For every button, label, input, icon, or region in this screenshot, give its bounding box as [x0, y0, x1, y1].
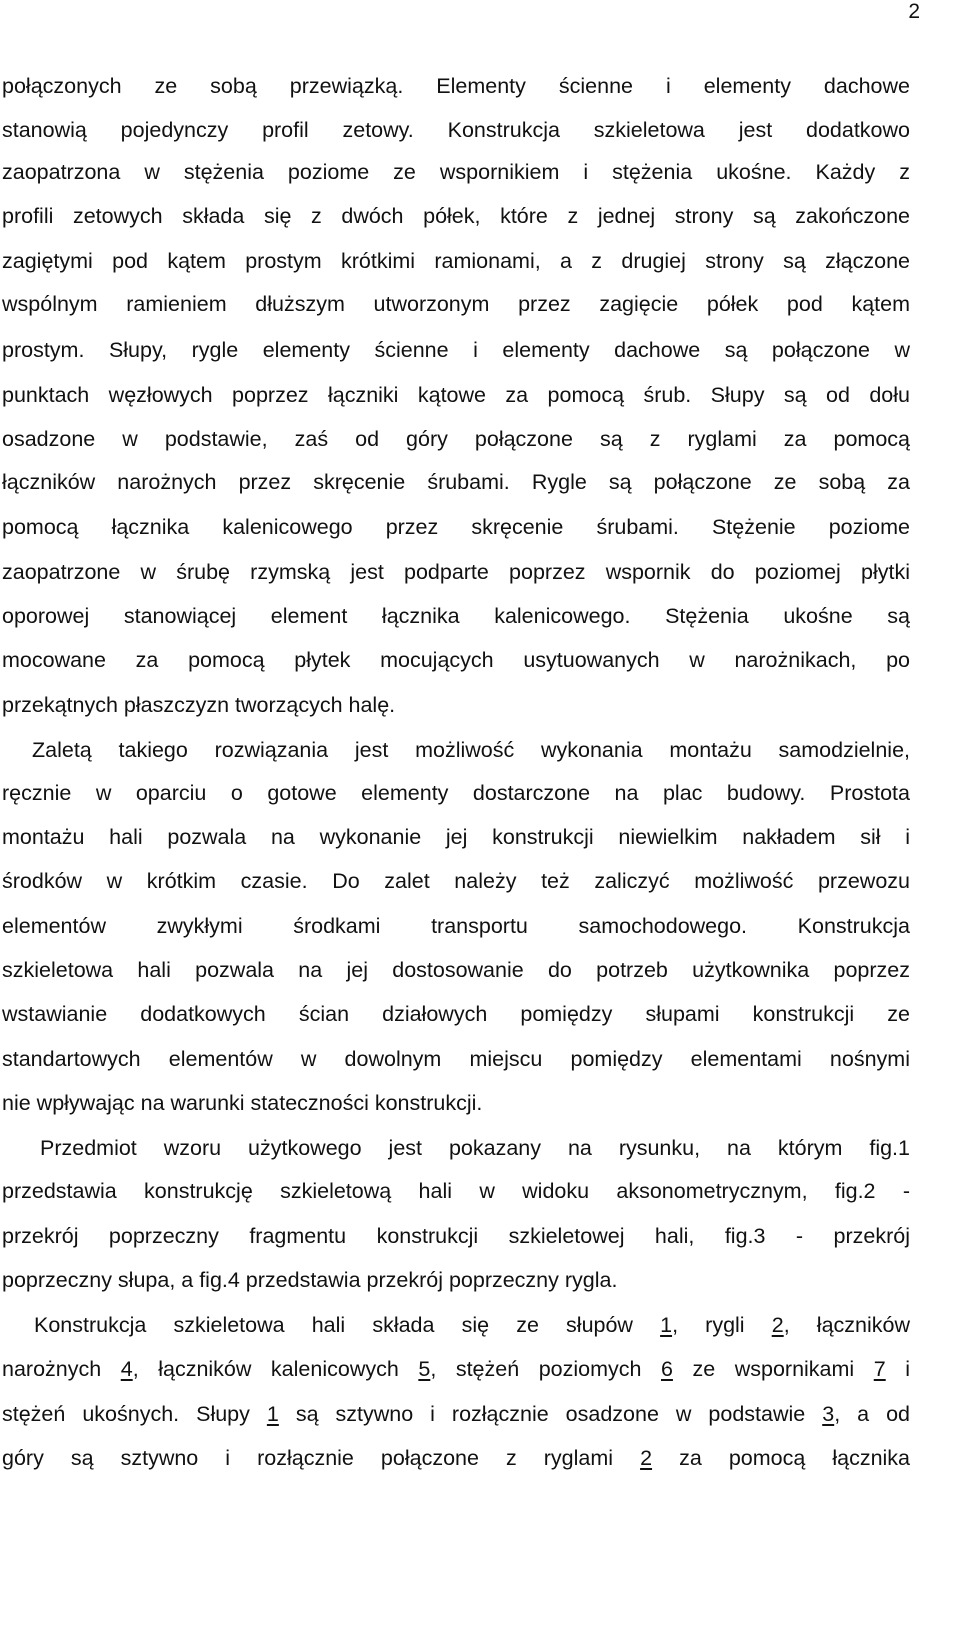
text-line: zagiętymi pod kątem prostym krótkimi ramionami, a z drugiej strony są złączone — [2, 249, 910, 273]
text-run: są sztywno i rozłącznie osadzone w podstawie — [278, 1402, 823, 1426]
reference-numeral: 6 — [660, 1357, 673, 1381]
text-line — [34, 1310, 910, 1340]
text-run: , stężeń poziomych — [430, 1357, 661, 1381]
text-line: montażu hali pozwala na wykonanie jej konstrukcji niewielkim nakładem sił i — [2, 825, 910, 849]
text-line: oporowej stanowiącej element łącznika kalenicowego. Stężenia ukośne są — [2, 604, 910, 628]
text-line: zaopatrzona w stężenia poziome ze wspornikiem i stężenia ukośne. Każdy z — [2, 160, 910, 184]
reference-numeral: 1 — [266, 1402, 279, 1426]
text-line: ręcznie w oparciu o gotowe elementy dostarczone na plac budowy. Prostota — [2, 781, 910, 805]
text-line — [2, 1399, 910, 1429]
text-line: wstawianie dodatkowych ścian działowych pomiędzy słupami konstrukcji ze — [2, 1002, 910, 1026]
text-line: środków w krótkim czasie. Do zalet należy też zaliczyć możliwość przewozu — [2, 869, 910, 893]
text-run: za pomocą łącznika — [652, 1446, 911, 1470]
text-line: nie wpływając na warunki stateczności konstrukcji. — [2, 1091, 483, 1115]
reference-numeral: 7 — [873, 1357, 886, 1381]
text-line: wspólnym ramieniem dłuższym utworzonym przez zagięcie półek pod kątem — [2, 292, 910, 316]
text-line: elementów zwykłymi środkami transportu samochodowego. Konstrukcja — [2, 914, 910, 938]
text-run: ze wspornikami — [672, 1357, 874, 1381]
reference-numeral: 5 — [418, 1357, 431, 1381]
text-run: , łączników — [783, 1313, 910, 1337]
text-line: pomocą łącznika kalenicowego przez skręcenie śrubami. Stężenie poziome — [2, 515, 910, 539]
text-run: , łączników kalenicowych — [132, 1357, 419, 1381]
text-line: zaopatrzone w śrubę rzymską jest podparte poprzez wspornik do poziomej płytki — [2, 560, 910, 584]
reference-numeral: 3 — [822, 1402, 835, 1426]
text-run: , a od — [834, 1402, 910, 1426]
reference-numeral: 2 — [640, 1446, 653, 1470]
text-line: osadzone w podstawie, zaś od góry połączone są z ryglami za pomocą — [2, 427, 910, 451]
reference-numeral: 4 — [120, 1357, 133, 1381]
text-line: szkieletowa hali pozwala na jej dostosowanie do potrzeb użytkownika poprzez — [2, 958, 910, 982]
text-run: narożnych — [2, 1357, 121, 1381]
text-run: , rygli — [672, 1313, 772, 1337]
text-line: Przedmiot wzoru użytkowego jest pokazany na rysunku, na którym fig.1 — [40, 1136, 910, 1160]
text-line: profili zetowych składa się z dwóch półek, które z jednej strony są zakończone — [2, 204, 910, 228]
page-number: 2 — [908, 0, 920, 23]
text-line: stanowią pojedynczy profil zetowy. Konstrukcja szkieletowa jest dodatkowo — [2, 118, 910, 142]
text-line — [2, 1443, 910, 1473]
text-line: standartowych elementów w dowolnym miejscu pomiędzy elementami nośnymi — [2, 1047, 910, 1071]
text-run: stężeń ukośnych. Słupy — [2, 1402, 267, 1426]
text-line: prostym. Słupy, rygle elementy ścienne i elementy dachowe są połączone w — [2, 338, 910, 362]
text-line: punktach węzłowych poprzez łączniki kątowe za pomocą śrub. Słupy są od dołu — [2, 383, 910, 407]
text-run: góry są sztywno i rozłącznie połączone z ryglami — [2, 1446, 641, 1470]
reference-numeral: 1 — [660, 1313, 673, 1337]
text-line: połączonych ze sobą przewiązką. Elementy ścienne i elementy dachowe — [2, 74, 910, 98]
reference-numeral: 2 — [771, 1313, 784, 1337]
text-line: Zaletą takiego rozwiązania jest możliwość wykonania montażu samodzielnie, — [32, 738, 910, 762]
text-line: przekątnych płaszczyzn tworzących halę. — [2, 693, 396, 717]
text-line: przedstawia konstrukcję szkieletową hali w widoku aksonometrycznym, fig.2 - — [2, 1179, 910, 1203]
text-run: Konstrukcja szkieletowa hali składa się ze słupów — [34, 1313, 661, 1337]
text-line — [2, 1354, 910, 1384]
text-line: łączników narożnych przez skręcenie śrubami. Rygle są połączone ze sobą za — [2, 470, 910, 494]
text-line: mocowane za pomocą płytek mocujących usytuowanych w narożnikach, po — [2, 648, 910, 672]
text-line: poprzeczny słupa, a fig.4 przedstawia przekrój poprzeczny rygla. — [2, 1268, 618, 1292]
text-line: przekrój poprzeczny fragmentu konstrukcji szkieletowej hali, fig.3 - przekrój — [2, 1224, 910, 1248]
text-run: i — [885, 1357, 911, 1381]
